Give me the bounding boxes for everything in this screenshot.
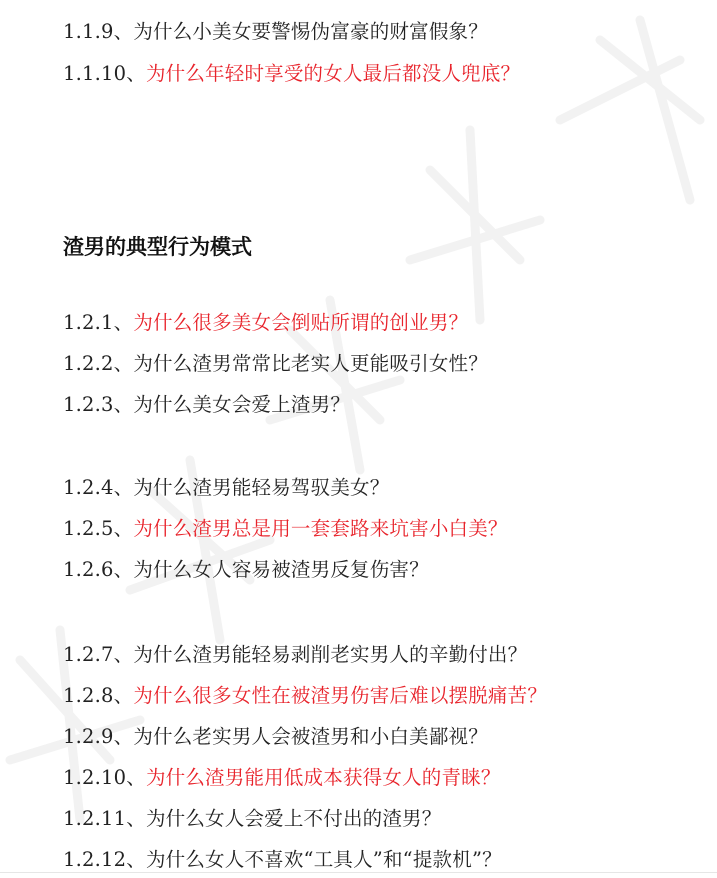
list-item	[63, 724, 488, 750]
list-item	[63, 557, 429, 583]
item-number: 1.2.8、	[63, 684, 134, 707]
list-item	[63, 642, 527, 668]
item-number: 1.2.9、	[63, 725, 134, 748]
item-number: 1.2.12、	[63, 848, 146, 871]
item-number: 1.2.7、	[63, 643, 134, 666]
item-text-highlighted: 为什么渣男能用低成本获得女人的青睐？	[145, 766, 501, 789]
item-text: 为什么老实男人会被渣男和小白美鄙视？	[133, 725, 488, 748]
item-number: 1.1.10、	[63, 62, 146, 85]
list-item	[63, 392, 350, 418]
item-text: 为什么渣男能轻易驾驭美女？	[133, 476, 390, 499]
list-item	[63, 351, 488, 377]
list-item	[63, 475, 389, 501]
bottom-divider	[0, 872, 717, 873]
item-number: 1.2.10、	[63, 766, 146, 789]
list-item	[63, 765, 501, 791]
item-number: 1.1.9、	[63, 20, 134, 43]
list-item	[63, 847, 502, 873]
list-item	[63, 61, 520, 87]
item-text-highlighted: 为什么年轻时享受的女人最后都没人兜底？	[145, 62, 521, 85]
item-text: 为什么美女会爱上渣男？	[133, 393, 351, 416]
item-text-highlighted: 为什么很多女性在被渣男伤害后难以摆脱痛苦？	[133, 684, 548, 707]
item-text: 为什么小美女要警惕伪富豪的财富假象？	[133, 20, 488, 43]
item-text: 为什么渣男能轻易剥削老实男人的辛勤付出？	[133, 643, 528, 666]
item-text-highlighted: 为什么很多美女会倒贴所谓的创业男？	[133, 311, 469, 334]
list-item	[63, 806, 441, 832]
item-number: 1.2.2、	[63, 352, 134, 375]
item-text: 为什么女人会爱上不付出的渣男？	[145, 807, 442, 830]
item-text: 为什么女人不喜欢“工具人”和“提款机”？	[145, 848, 502, 871]
item-text: 为什么女人容易被渣男反复伤害？	[133, 558, 429, 581]
section-heading: 渣男的典型行为模式	[63, 235, 252, 259]
item-number: 1.2.11、	[63, 807, 146, 830]
list-item	[63, 19, 488, 45]
list-item	[63, 310, 468, 336]
item-number: 1.2.4、	[63, 476, 134, 499]
item-number: 1.2.5、	[63, 517, 134, 540]
item-number: 1.2.6、	[63, 558, 134, 581]
item-text: 为什么渣男常常比老实人更能吸引女性？	[133, 352, 488, 375]
item-number: 1.2.1、	[63, 311, 134, 334]
list-item	[63, 516, 508, 542]
item-number: 1.2.3、	[63, 393, 134, 416]
list-item	[63, 683, 547, 709]
item-text-highlighted: 为什么渣男总是用一套套路来坑害小白美？	[133, 517, 508, 540]
